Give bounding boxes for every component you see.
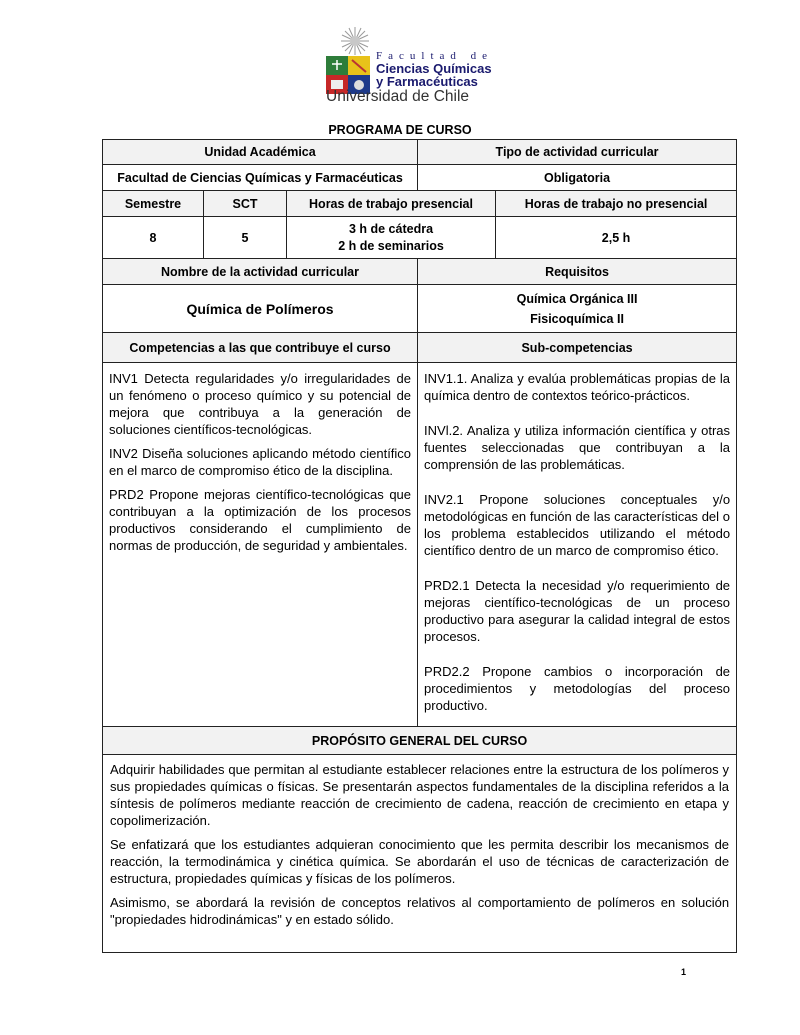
unidad-academica-value: Facultad de Ciencias Químicas y Farmacéuticas	[103, 165, 418, 191]
subcompetencia-item: INV2.1 Propone soluciones conceptuales y/o metodológicas en función de las características del o los problema establecidos utilizando el método científico dentro de un marco de compromiso ético.	[424, 492, 731, 558]
horas-presencial-value: 3 h de cátedra 2 h de seminarios	[287, 217, 496, 259]
subcompetencia-item: INV1.1. Analiza y evalúa problemáticas propias de la química dentro de contextos teórico-prácticos.	[424, 371, 731, 403]
semestre-header: Semestre	[103, 191, 204, 217]
competencias-header: Competencias a las que contribuye el curso	[103, 333, 418, 363]
horas-no-presencial-header: Horas de trabajo no presencial	[496, 191, 737, 217]
faculty-logo	[322, 26, 494, 105]
unidad-academica-header: Unidad Académica	[103, 140, 418, 165]
logo-university-name: Universidad de Chile	[326, 88, 470, 105]
subcompetencia-item: INVl.2. Analiza y utiliza información científica y otras fuentes seleccionadas que contribuyan a la comprensión de las problemáticas.	[424, 423, 731, 472]
competencia-item: INV1 Detecta regularidades y/o irregularidades de un fenómeno o proceso químico y su potencial de mejora que contribuya a la generación de soluciones científicos-tecnológicas.	[109, 371, 412, 437]
university-star-icon	[340, 26, 370, 56]
competencias-list	[103, 363, 418, 727]
page-title: PROGRAMA DE CURSO	[328, 123, 472, 137]
proposito-header: PROPÓSITO GENERAL DEL CURSO	[103, 727, 737, 755]
sct-header: SCT	[204, 191, 287, 217]
subcompetencias-list	[418, 363, 737, 727]
proposito-body	[103, 755, 737, 953]
horas-no-presencial-value: 2,5 h	[496, 217, 737, 259]
requisitos-header: Requisitos	[418, 259, 737, 285]
horas-presencial-header: Horas de trabajo presencial	[287, 191, 496, 217]
proposito-paragraph: Adquirir habilidades que permitan al estudiante establecer relaciones entre la estructura de los polímeros y sus propiedades químicas o físicas. Se presentarán aspectos fundamentales de la disciplina referidos a la síntesis de polímeros mediante reacción de crecimiento de cadena, reacción de crecimiento en etapa y copolimerización.	[110, 762, 730, 828]
subcompetencias-header: Sub-competencias	[418, 333, 737, 363]
proposito-paragraph: Se enfatizará que los estudiantes adquieran conocimiento que les permita describir los mecanismos de reacción, la termodinámica y cinética química. Se abordarán el uso de técnicas de caracterización de estructura, propiedades químicas y físicas de los polímeros.	[110, 837, 730, 886]
subcompetencia-item: PRD2.1 Detecta la necesidad y/o requerimiento de mejoras científico-tecnológicas de un proceso productivo para asegurar la calidad integral de estos procesos.	[424, 578, 731, 644]
nombre-actividad-value: Química de Polímeros	[103, 285, 418, 333]
tipo-actividad-value: Obligatoria	[418, 165, 737, 191]
sct-value: 5	[204, 217, 287, 259]
logo-line-1: Facultad de	[376, 50, 494, 62]
page-number: 1	[681, 967, 687, 977]
nombre-actividad-header: Nombre de la actividad curricular	[103, 259, 418, 285]
proposito-paragraph: Asimismo, se abordará la revisión de conceptos relativos al comportamiento de polímeros en solución "propiedades hidrodinámicas" y en estado sólido.	[110, 895, 730, 927]
competencia-item: PRD2 Propone mejoras científico-tecnológicas que contribuyan a la optimización de los procesos productivos considerando el cumplimiento de normas de producción, de seguridad y ambientales.	[109, 487, 412, 553]
tipo-actividad-header: Tipo de actividad curricular	[418, 140, 737, 165]
semestre-value: 8	[103, 217, 204, 259]
course-program-table	[102, 139, 737, 953]
requisitos-value: Química Orgánica III Fisicoquímica II	[418, 285, 737, 333]
competencia-item: INV2 Diseña soluciones aplicando método científico en el marco de compromiso ético de la disciplina.	[109, 446, 412, 478]
logo-line-2: Ciencias Químicas y Farmacéuticas	[376, 61, 492, 89]
subcompetencia-item: PRD2.2 Propone cambios o incorporación de procedimientos y metodologías del proceso productivo.	[424, 664, 731, 713]
